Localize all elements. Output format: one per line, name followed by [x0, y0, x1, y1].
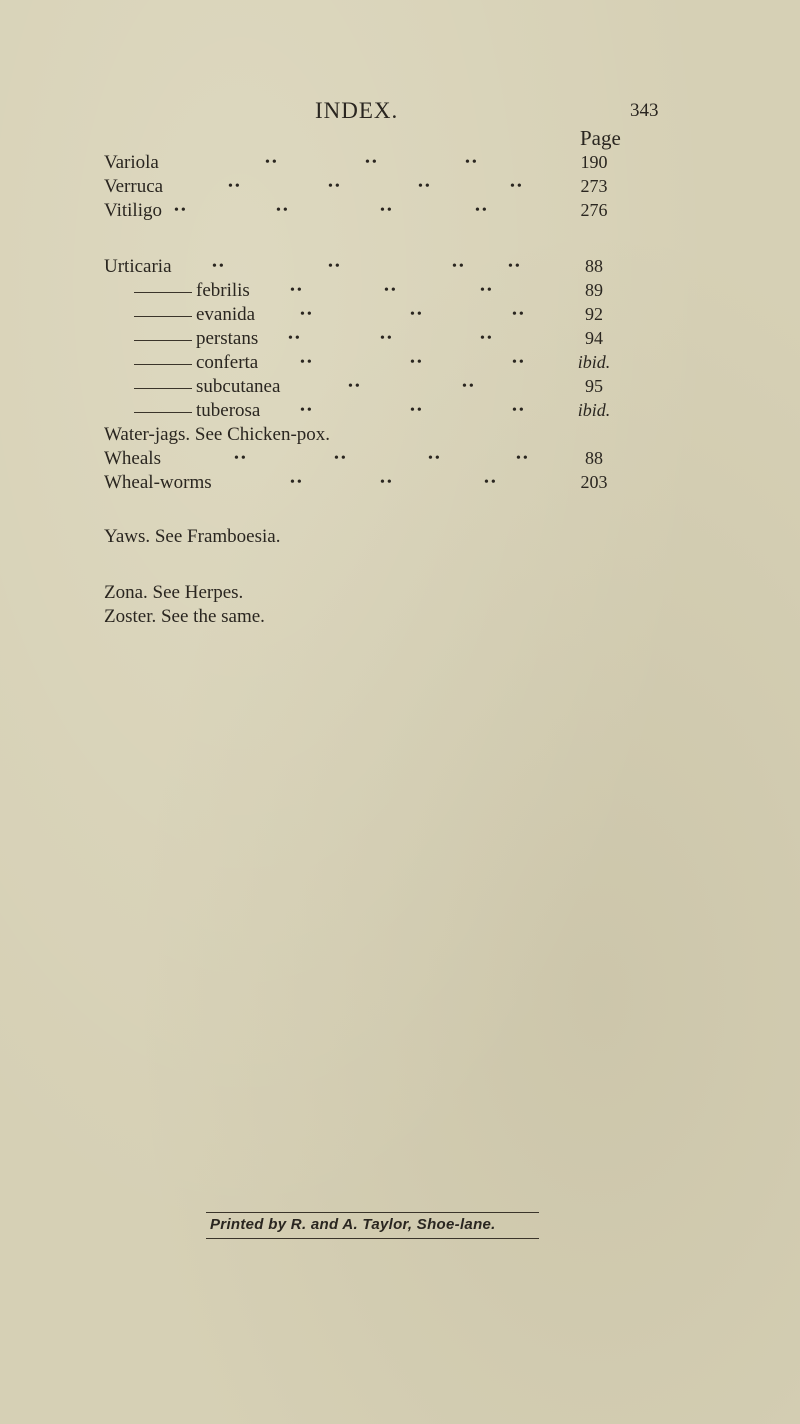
index-subentry [0, 304, 800, 330]
leader-dots: •• [265, 155, 279, 170]
leader-dots: •• [212, 259, 226, 274]
entry-term: Urticaria [104, 256, 172, 277]
index-entry [0, 256, 800, 282]
leader-dots: •• [300, 307, 314, 322]
cross-reference: Zona. See Herpes. [104, 582, 244, 603]
leader-dots: •• [384, 283, 398, 298]
ditto-rule [134, 292, 192, 293]
ditto-rule [134, 340, 192, 341]
leader-dots: •• [380, 203, 394, 218]
leader-dots: •• [410, 355, 424, 370]
leader-dots: •• [462, 379, 476, 394]
leader-dots: •• [418, 179, 432, 194]
ditto-rule [134, 364, 192, 365]
entry-term: febrilis [196, 280, 250, 301]
ditto-rule [134, 316, 192, 317]
index-subentry [0, 400, 800, 426]
entry-term: tuberosa [196, 400, 261, 421]
entry-page: 92 [585, 304, 603, 324]
page-number: 343 [630, 100, 659, 121]
leader-dots: •• [300, 355, 314, 370]
leader-dots: •• [452, 259, 466, 274]
entry-page: 89 [585, 280, 603, 300]
entry-page: 273 [580, 176, 608, 196]
index-subentry [0, 280, 800, 306]
leader-dots: •• [348, 379, 362, 394]
entry-page: 88 [585, 256, 603, 276]
leader-dots: •• [328, 179, 342, 194]
page-title: INDEX. [315, 98, 399, 123]
leader-dots: •• [380, 331, 394, 346]
entry-page: 276 [580, 200, 608, 220]
index-subentry [0, 328, 800, 354]
ditto-rule [134, 412, 192, 413]
leader-dots: •• [290, 475, 304, 490]
index-entry [0, 448, 800, 474]
index-entry [0, 152, 800, 178]
entry-term: Verruca [104, 176, 164, 197]
leader-dots: •• [410, 307, 424, 322]
leader-dots: •• [512, 307, 526, 322]
entry-term: subcutanea [196, 376, 281, 397]
leader-dots: •• [234, 451, 248, 466]
leader-dots: •• [484, 475, 498, 490]
page-column-label: Page [580, 126, 621, 150]
leader-dots: •• [516, 451, 530, 466]
index-entry [0, 472, 800, 498]
leader-dots: •• [510, 179, 524, 194]
leader-dots: •• [328, 259, 342, 274]
printer-rule-bottom [206, 1238, 539, 1239]
leader-dots: •• [380, 475, 394, 490]
entry-term: evanida [196, 304, 256, 325]
leader-dots: •• [365, 155, 379, 170]
leader-dots: •• [508, 259, 522, 274]
leader-dots: •• [475, 203, 489, 218]
entry-page: 190 [580, 152, 608, 172]
entry-term: Vitiligo [104, 200, 162, 221]
cross-reference: Zoster. See the same. [104, 606, 265, 627]
leader-dots: •• [428, 451, 442, 466]
leader-dots: •• [410, 403, 424, 418]
entry-term: perstans [196, 328, 259, 349]
entry-page: ibid. [577, 352, 611, 372]
leader-dots: •• [174, 203, 188, 218]
index-subentry [0, 352, 800, 378]
leader-dots: •• [465, 155, 479, 170]
printer-rule-top [206, 1212, 539, 1213]
cross-reference: Yaws. See Framboesia. [104, 526, 281, 547]
entry-page: 88 [585, 448, 603, 468]
entry-term: Wheals [104, 448, 161, 469]
ditto-rule [134, 388, 192, 389]
printer-imprint: Printed by R. and A. Taylor, Shoe-lane. [210, 1216, 496, 1233]
leader-dots: •• [276, 203, 290, 218]
entry-page: 94 [585, 328, 603, 348]
leader-dots: •• [480, 283, 494, 298]
leader-dots: •• [300, 403, 314, 418]
index-entry [0, 200, 800, 226]
leader-dots: •• [334, 451, 348, 466]
cross-reference: Water-jags. See Chicken-pox. [104, 424, 331, 445]
leader-dots: •• [512, 355, 526, 370]
leader-dots: •• [480, 331, 494, 346]
entry-page: 203 [580, 472, 608, 492]
entry-term: conferta [196, 352, 259, 373]
leader-dots: •• [290, 283, 304, 298]
index-subentry [0, 376, 800, 402]
entry-term: Variola [104, 152, 159, 173]
entry-page: ibid. [577, 400, 611, 420]
leader-dots: •• [512, 403, 526, 418]
index-entry [0, 176, 800, 202]
entry-page: 95 [585, 376, 603, 396]
leader-dots: •• [288, 331, 302, 346]
leader-dots: •• [228, 179, 242, 194]
entry-term: Wheal-worms [104, 472, 212, 493]
